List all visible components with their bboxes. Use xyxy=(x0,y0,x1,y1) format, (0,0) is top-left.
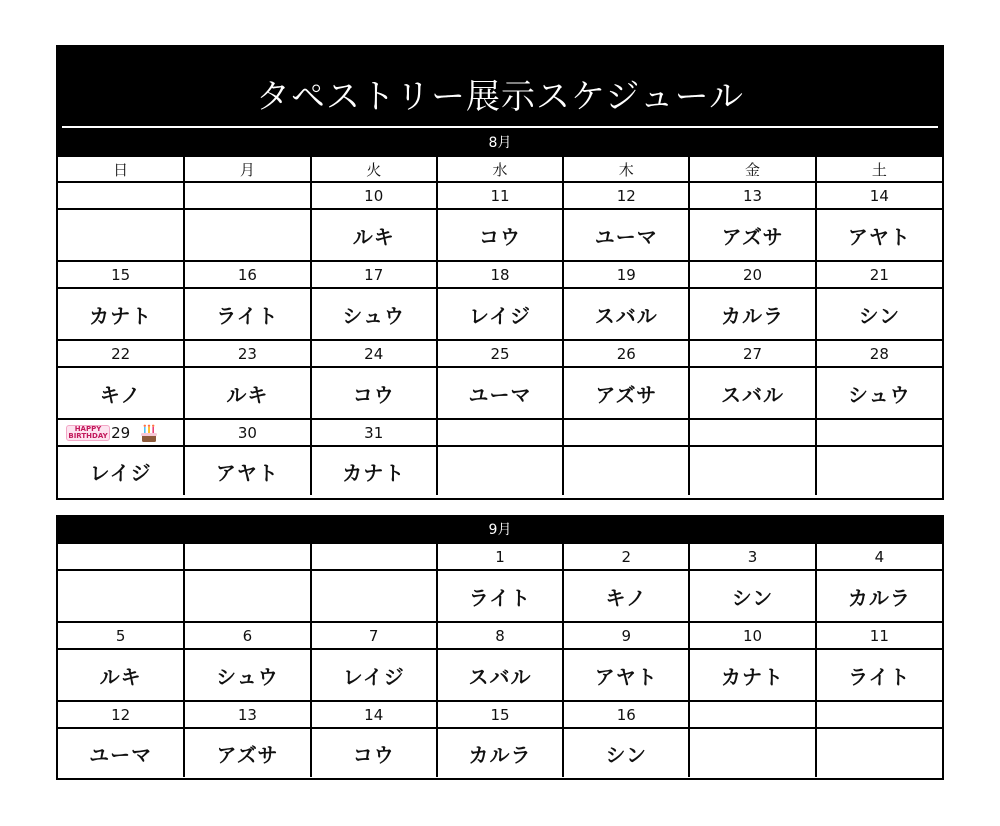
date-cell: 21 xyxy=(816,261,942,288)
date-cell: 20 xyxy=(689,261,815,288)
date-cell xyxy=(184,544,310,570)
name-cell: アズサ xyxy=(184,728,310,777)
name-cell: カルラ xyxy=(437,728,563,777)
name-cell: アヤト xyxy=(816,209,942,261)
weekday-cell: 水 xyxy=(437,157,563,182)
date-cell: 24 xyxy=(311,340,437,367)
date-cell: 19 xyxy=(563,261,689,288)
date-cell: 13 xyxy=(689,182,815,209)
date-cell: 30 xyxy=(184,419,310,446)
date-cell: 15 xyxy=(437,701,563,728)
date-cell: 16 xyxy=(563,701,689,728)
name-row xyxy=(58,367,942,419)
name-cell: カルラ xyxy=(816,570,942,622)
date-cell: 6 xyxy=(184,622,310,649)
august-calendar xyxy=(56,45,944,500)
name-cell xyxy=(689,728,815,777)
date-row xyxy=(58,261,942,288)
name-cell xyxy=(816,446,942,495)
month-header-august: 8月 xyxy=(58,129,942,157)
name-cell: シン xyxy=(689,570,815,622)
name-cell: ルキ xyxy=(58,649,184,701)
name-cell: スバル xyxy=(437,649,563,701)
name-cell: レイジ xyxy=(437,288,563,340)
date-cell: 31 xyxy=(311,419,437,446)
name-row xyxy=(58,649,942,701)
name-cell: アズサ xyxy=(689,209,815,261)
date-row xyxy=(58,701,942,728)
date-cell: 28 xyxy=(816,340,942,367)
name-row xyxy=(58,209,942,261)
name-row xyxy=(58,570,942,622)
date-cell xyxy=(311,544,437,570)
weekday-cell: 木 xyxy=(563,157,689,182)
name-cell: ユーマ xyxy=(563,209,689,261)
date-cell xyxy=(58,544,184,570)
date-cell: 17 xyxy=(311,261,437,288)
date-row xyxy=(58,182,942,209)
name-cell: シン xyxy=(563,728,689,777)
name-cell: シュウ xyxy=(311,288,437,340)
date-number: 29 xyxy=(111,423,131,442)
title-divider xyxy=(62,126,938,128)
date-cell xyxy=(58,182,184,209)
date-cell: 5 xyxy=(58,622,184,649)
date-cell xyxy=(437,419,563,446)
august-table xyxy=(58,157,942,495)
name-cell xyxy=(184,570,310,622)
date-cell: 12 xyxy=(563,182,689,209)
weekday-cell: 火 xyxy=(311,157,437,182)
date-cell: 1 xyxy=(437,544,563,570)
date-cell: 13 xyxy=(184,701,310,728)
date-row xyxy=(58,340,942,367)
name-cell: カルラ xyxy=(689,288,815,340)
date-row xyxy=(58,544,942,570)
date-cell xyxy=(563,419,689,446)
date-cell: 27 xyxy=(689,340,815,367)
name-cell: キノ xyxy=(58,367,184,419)
name-cell xyxy=(184,209,310,261)
badge-line: HAPPY xyxy=(74,425,102,433)
name-cell xyxy=(58,209,184,261)
date-cell: 14 xyxy=(311,701,437,728)
name-cell: レイジ xyxy=(311,649,437,701)
date-cell xyxy=(184,182,310,209)
name-cell xyxy=(437,446,563,495)
name-cell: シュウ xyxy=(184,649,310,701)
date-cell-birthday xyxy=(58,419,184,446)
name-cell: カナト xyxy=(58,288,184,340)
date-cell: 11 xyxy=(437,182,563,209)
date-cell: 8 xyxy=(437,622,563,649)
date-cell: 16 xyxy=(184,261,310,288)
date-cell: 23 xyxy=(184,340,310,367)
name-cell: ルキ xyxy=(184,367,310,419)
name-cell xyxy=(58,570,184,622)
weekday-cell: 土 xyxy=(816,157,942,182)
date-cell: 10 xyxy=(689,622,815,649)
date-cell xyxy=(816,701,942,728)
badge-line: BIRTHDAY xyxy=(68,432,108,440)
date-cell: 15 xyxy=(58,261,184,288)
september-table xyxy=(58,544,942,777)
september-calendar xyxy=(56,515,944,780)
weekday-cell: 日 xyxy=(58,157,184,182)
name-cell: シン xyxy=(816,288,942,340)
date-cell: 22 xyxy=(58,340,184,367)
name-cell: カナト xyxy=(689,649,815,701)
happy-birthday-badge xyxy=(66,425,110,441)
date-cell: 25 xyxy=(437,340,563,367)
weekday-cell: 金 xyxy=(689,157,815,182)
date-cell: 2 xyxy=(563,544,689,570)
name-cell: ライト xyxy=(437,570,563,622)
date-cell: 11 xyxy=(816,622,942,649)
name-cell: コウ xyxy=(311,728,437,777)
month-header-september: 9月 xyxy=(58,517,942,544)
name-cell: シュウ xyxy=(816,367,942,419)
date-cell: 4 xyxy=(816,544,942,570)
name-cell: アヤト xyxy=(184,446,310,495)
name-cell: コウ xyxy=(311,367,437,419)
date-cell: 3 xyxy=(689,544,815,570)
name-cell: ルキ xyxy=(311,209,437,261)
name-cell xyxy=(563,446,689,495)
date-row xyxy=(58,622,942,649)
date-cell: 18 xyxy=(437,261,563,288)
name-cell xyxy=(311,570,437,622)
name-cell: スバル xyxy=(689,367,815,419)
name-cell: キノ xyxy=(563,570,689,622)
name-cell xyxy=(816,728,942,777)
date-cell: 12 xyxy=(58,701,184,728)
date-cell: 7 xyxy=(311,622,437,649)
name-row xyxy=(58,728,942,777)
weekday-cell: 月 xyxy=(184,157,310,182)
name-cell: レイジ xyxy=(58,446,184,495)
date-cell: 26 xyxy=(563,340,689,367)
name-cell: アヤト xyxy=(563,649,689,701)
date-cell xyxy=(689,701,815,728)
name-cell: ライト xyxy=(184,288,310,340)
date-row xyxy=(58,419,942,446)
name-row xyxy=(58,288,942,340)
name-cell: ユーマ xyxy=(437,367,563,419)
date-cell: 10 xyxy=(311,182,437,209)
name-cell: アズサ xyxy=(563,367,689,419)
name-row xyxy=(58,446,942,495)
date-cell: 14 xyxy=(816,182,942,209)
page-title: タペストリー展示スケジュール xyxy=(256,77,744,117)
weekday-row xyxy=(58,157,942,182)
birthday-cake-icon xyxy=(138,422,160,444)
name-cell: コウ xyxy=(437,209,563,261)
name-cell: スバル xyxy=(563,288,689,340)
name-cell: ライト xyxy=(816,649,942,701)
date-cell xyxy=(689,419,815,446)
name-cell: カナト xyxy=(311,446,437,495)
title-bar xyxy=(58,47,942,129)
name-cell: ユーマ xyxy=(58,728,184,777)
date-cell xyxy=(816,419,942,446)
name-cell xyxy=(689,446,815,495)
date-cell: 9 xyxy=(563,622,689,649)
